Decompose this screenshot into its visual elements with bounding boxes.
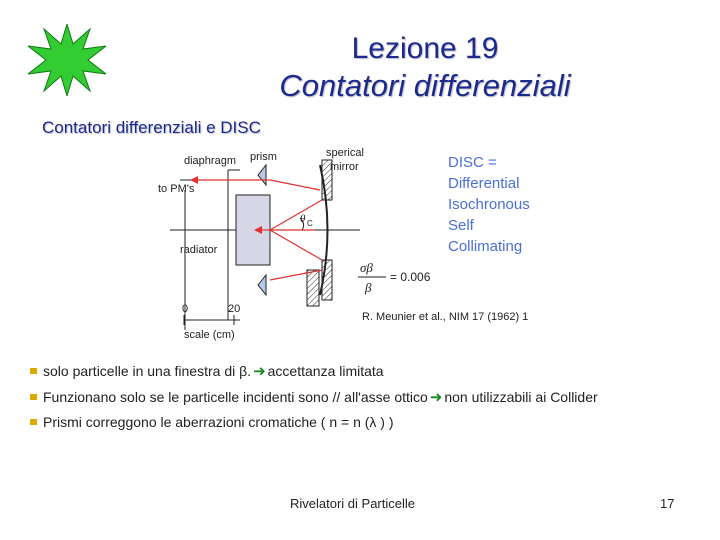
bullet-1: solo particelle in una finestra di β. ➜ accettanza limitata [30,362,384,380]
arrow-right-icon: ➜ [253,363,266,380]
slide-title: Lezione 19 [351,32,499,65]
bullet-square-icon [30,419,37,425]
label-to-pms: to PM's [158,183,195,195]
label-prism: prism [250,151,277,163]
starburst-icon [28,24,106,96]
disc-line-2: Differential [448,175,520,192]
page-number: 17 [660,496,675,511]
footer-course: Rivelatori di Particelle [290,496,415,511]
disc-line-1: DISC = [448,154,497,171]
label-radiator: radiator [180,244,218,256]
bullet-3: Prismi correggono le aberrazioni cromatiche ( n = n (λ ) ) [30,414,394,430]
disc-line-3: Isochronous [448,196,530,213]
label-mirror-2: mirror [330,161,359,173]
bullet-2: Funzionano solo se le particelle incidenti sono // all'asse ottico ➜ non utilizzabili ai Collider [30,388,598,406]
formula-value: = 0.006 [390,270,431,284]
label-diaphragm: diaphragm [184,155,236,167]
label-theta: θ [300,213,306,225]
reference-citation: R. Meunier et al., NIM 17 (1962) 1 [362,311,529,323]
prism-top [258,165,266,185]
formula-denominator: β [365,280,372,295]
disc-line-4: Self [448,217,474,234]
prism-bottom [258,275,266,295]
formula-numerator: σβ [360,260,373,275]
label-scale-0: 0 [182,303,189,315]
disc-line-5: Collimating [448,238,523,255]
arrow-right-icon: ➜ [429,389,443,406]
bullet-square-icon [30,368,37,374]
bullet-square-icon [30,394,37,400]
label-scale-unit: scale (cm) [184,329,235,341]
slide-subtitle: Contatori differenziali [279,68,571,103]
section-title: Contatori differenziali e DISC [42,118,261,137]
label-theta-sub: C [307,219,313,228]
label-scale-20: 20 [228,303,241,315]
label-mirror-1: sperical [326,147,364,159]
disc-diagram [150,140,550,345]
